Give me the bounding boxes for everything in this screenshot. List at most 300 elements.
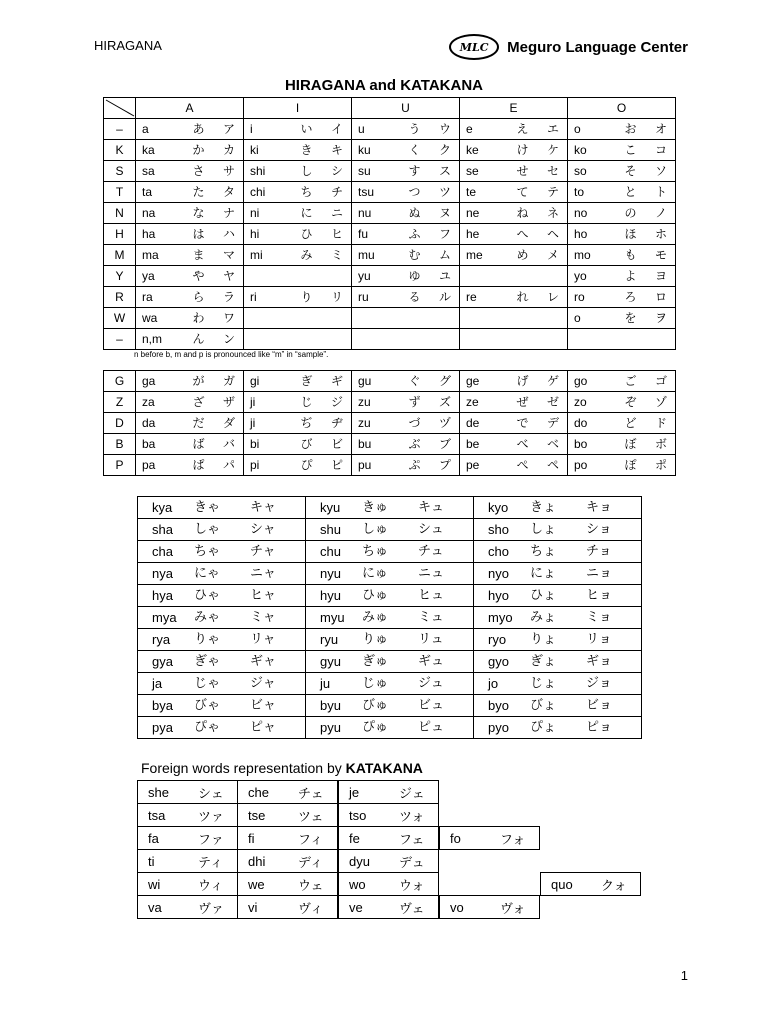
foreign-word-cell xyxy=(137,872,238,896)
youon-row xyxy=(138,651,642,673)
romaji: za xyxy=(142,395,155,409)
youon-row xyxy=(138,519,642,541)
youon-cell xyxy=(138,629,306,651)
romaji: va xyxy=(148,899,162,915)
kana-cell xyxy=(568,287,676,308)
foreign-word-cell xyxy=(338,849,439,873)
kana-cell xyxy=(460,266,568,287)
kana-cell-content xyxy=(352,308,459,328)
kana-cell-content xyxy=(352,371,459,391)
romaji: pyo xyxy=(488,720,509,735)
kana-cell-content xyxy=(136,329,243,349)
foreign-word-cell xyxy=(137,826,238,850)
row-header: P xyxy=(104,455,136,476)
hiragana: び xyxy=(300,437,313,451)
katakana: ブ xyxy=(438,437,451,451)
romaji: ji xyxy=(250,416,256,430)
romaji: ku xyxy=(358,143,371,157)
hiragana: も xyxy=(624,248,637,262)
romaji: ko xyxy=(574,143,587,157)
hiragana: は xyxy=(192,227,205,241)
hiragana: りゃ xyxy=(194,632,221,647)
hiragana: りょ xyxy=(530,632,557,647)
romaji: ga xyxy=(142,374,156,388)
katakana: ジョ xyxy=(586,676,612,691)
hiragana: きゅ xyxy=(362,500,389,515)
romaji: sa xyxy=(142,164,155,178)
kana-cell-content xyxy=(568,224,675,244)
katakana: チョ xyxy=(586,544,612,559)
youon-cell xyxy=(138,497,306,519)
kana-cell xyxy=(244,245,352,266)
kana-cell xyxy=(352,434,460,455)
romaji: se xyxy=(466,164,479,178)
romaji: a xyxy=(142,122,149,136)
hiragana: せ xyxy=(516,164,529,178)
romaji: ra xyxy=(142,290,153,304)
katakana: ヴェ xyxy=(399,901,425,917)
katakana: ギョ xyxy=(586,654,613,669)
katakana: ウォ xyxy=(399,878,425,894)
katakana: キ xyxy=(330,143,343,157)
kana-cell xyxy=(568,266,676,287)
hiragana: で xyxy=(516,416,529,430)
kana-cell xyxy=(136,434,244,455)
kana-cell-content xyxy=(244,161,351,181)
kana-cell-content xyxy=(460,287,567,307)
youon-cell-content xyxy=(306,607,473,628)
katakana: チ xyxy=(330,185,343,199)
kana-cell xyxy=(244,434,352,455)
row-header: M xyxy=(104,245,136,266)
hiragana: う xyxy=(408,122,421,136)
hiragana: にゅ xyxy=(362,566,388,581)
kana-cell xyxy=(352,224,460,245)
romaji: re xyxy=(466,290,477,304)
gojuon-table xyxy=(103,97,676,350)
gojuon-row xyxy=(104,224,676,245)
kana-cell xyxy=(352,371,460,392)
hiragana: ご xyxy=(624,374,637,388)
youon-cell xyxy=(306,651,474,673)
katakana: ム xyxy=(438,248,451,262)
voiced-row xyxy=(104,371,676,392)
katakana: ツェ xyxy=(298,809,324,825)
hiragana: た xyxy=(192,185,205,199)
youon-cell-content xyxy=(474,563,641,584)
foreign-title-bold: KATAKANA xyxy=(345,760,423,776)
kana-cell-content xyxy=(244,434,351,454)
kana-cell-content xyxy=(568,203,675,223)
voiced-row xyxy=(104,413,676,434)
hiragana: しゅ xyxy=(362,522,389,537)
romaji: fi xyxy=(248,830,255,846)
youon-cell-content xyxy=(138,541,305,562)
katakana: チャ xyxy=(250,544,276,559)
youon-row xyxy=(138,695,642,717)
katakana: ヒャ xyxy=(250,588,277,603)
hiragana: ぎ xyxy=(300,374,313,388)
katakana: ファ xyxy=(198,832,224,848)
youon-cell xyxy=(138,541,306,563)
katakana: ウェ xyxy=(298,878,324,894)
katakana: ゴ xyxy=(654,374,667,388)
hiragana: づ xyxy=(408,416,421,430)
kana-cell xyxy=(352,287,460,308)
romaji: fa xyxy=(148,830,159,846)
katakana: ク xyxy=(438,143,451,157)
hiragana: す xyxy=(408,164,421,178)
gojuon-row xyxy=(104,203,676,224)
kana-cell xyxy=(568,224,676,245)
katakana: ヴァ xyxy=(198,901,224,917)
youon-cell-content xyxy=(138,585,305,606)
kana-cell xyxy=(460,434,568,455)
katakana: パ xyxy=(222,458,235,472)
kana-cell-content xyxy=(136,182,243,202)
romaji: ta xyxy=(142,185,153,199)
romaji: n,m xyxy=(142,332,163,346)
romaji: zo xyxy=(574,395,587,409)
romaji: kyo xyxy=(488,500,509,515)
hiragana: え xyxy=(516,122,529,136)
kana-cell-content xyxy=(352,182,459,202)
youon-cell-content xyxy=(474,497,641,518)
hiragana: きゃ xyxy=(194,500,221,515)
kana-cell xyxy=(460,203,568,224)
kana-cell-content xyxy=(352,392,459,412)
page-number: 1 xyxy=(680,968,688,983)
hiragana: ちゅ xyxy=(362,544,389,559)
romaji: gyo xyxy=(488,654,509,669)
kana-cell-content xyxy=(136,266,243,286)
romaji: cha xyxy=(152,544,173,559)
katakana: ジ xyxy=(330,395,343,409)
katakana: シェ xyxy=(198,786,224,802)
youon-cell-content xyxy=(306,695,473,716)
hiragana: ぶ xyxy=(408,437,421,451)
kana-cell-content xyxy=(460,161,567,181)
katakana: ズ xyxy=(438,395,451,409)
youon-cell xyxy=(138,651,306,673)
youon-cell xyxy=(306,563,474,585)
romaji: ryu xyxy=(320,632,339,647)
kana-cell-content xyxy=(352,203,459,223)
katakana: キョ xyxy=(586,500,613,515)
romaji: hyu xyxy=(320,588,341,603)
romaji: nu xyxy=(358,206,372,220)
kana-cell-content xyxy=(136,434,243,454)
kana-cell xyxy=(244,203,352,224)
katakana: ホ xyxy=(654,227,667,241)
katakana: ペ xyxy=(546,458,559,472)
hiragana: わ xyxy=(192,311,205,325)
katakana: フ xyxy=(438,227,451,241)
kana-cell xyxy=(460,413,568,434)
kana-cell-content xyxy=(136,413,243,433)
youon-cell xyxy=(306,607,474,629)
katakana: ビュ xyxy=(418,698,445,713)
foreign-word-cell xyxy=(137,803,238,827)
youon-cell xyxy=(306,717,474,739)
kana-cell-content xyxy=(244,245,351,265)
romaji: vi xyxy=(248,899,258,915)
column-header-e: E xyxy=(460,98,568,119)
romaji: i xyxy=(250,122,253,136)
row-header: Z xyxy=(104,392,136,413)
katakana: ワ xyxy=(222,311,235,325)
youon-cell-content xyxy=(474,541,641,562)
kana-cell xyxy=(460,308,568,329)
romaji: wo xyxy=(349,876,366,892)
kana-cell-content xyxy=(244,392,351,412)
katakana: チュ xyxy=(418,544,444,559)
youon-cell-content xyxy=(306,563,473,584)
romaji: pi xyxy=(250,458,260,472)
youon-cell xyxy=(138,563,306,585)
hiragana: ま xyxy=(192,248,205,262)
foreign-word-cell xyxy=(237,895,338,919)
romaji: o xyxy=(574,311,581,325)
katakana: ネ xyxy=(546,206,559,220)
katakana: ヅ xyxy=(438,416,451,430)
romaji: mu xyxy=(358,248,375,262)
kana-cell-content xyxy=(460,182,567,202)
youon-cell xyxy=(138,695,306,717)
kana-cell xyxy=(136,287,244,308)
row-header: – xyxy=(104,329,136,350)
kana-cell xyxy=(568,203,676,224)
katakana: シャ xyxy=(250,522,276,537)
kana-cell xyxy=(460,182,568,203)
youon-cell xyxy=(474,519,642,541)
hiragana: ゆ xyxy=(408,269,421,283)
youon-cell-content xyxy=(138,673,305,694)
kana-cell xyxy=(568,329,676,350)
column-header-row xyxy=(104,98,676,119)
romaji: no xyxy=(574,206,588,220)
youon-cell xyxy=(306,519,474,541)
youon-row xyxy=(138,629,642,651)
gojuon-row xyxy=(104,182,676,203)
kana-cell-content xyxy=(244,266,351,286)
hiragana: と xyxy=(624,185,637,199)
hiragana: が xyxy=(192,374,205,388)
katakana: ティ xyxy=(198,855,223,871)
column-header-i: I xyxy=(244,98,352,119)
hiragana: ぱ xyxy=(192,458,205,472)
youon-cell-content xyxy=(138,695,305,716)
kana-cell xyxy=(136,371,244,392)
katakana: デュ xyxy=(399,855,425,871)
youon-cell-content xyxy=(474,607,641,628)
katakana: ラ xyxy=(222,290,235,304)
kana-cell xyxy=(136,329,244,350)
youon-cell xyxy=(306,497,474,519)
hiragana: びょ xyxy=(530,698,557,713)
kana-cell-content xyxy=(352,245,459,265)
romaji: ki xyxy=(250,143,259,157)
youon-cell-content xyxy=(474,717,641,738)
kana-cell xyxy=(568,161,676,182)
youon-cell-content xyxy=(138,519,305,540)
romaji: bya xyxy=(152,698,173,713)
kana-cell xyxy=(568,413,676,434)
kana-cell-content xyxy=(136,119,243,139)
kana-cell-content xyxy=(568,287,675,307)
kana-cell xyxy=(568,182,676,203)
romaji: ze xyxy=(466,395,479,409)
foreign-word-cell xyxy=(237,826,338,850)
romaji: ba xyxy=(142,437,156,451)
hiragana: だ xyxy=(192,416,205,430)
romaji: pe xyxy=(466,458,480,472)
hiragana: ざ xyxy=(192,395,205,409)
kana-cell-content xyxy=(568,329,675,349)
kana-cell xyxy=(136,224,244,245)
katakana: ユ xyxy=(438,269,451,283)
kana-cell-content xyxy=(568,308,675,328)
romaji: fe xyxy=(349,830,360,846)
youon-cell-content xyxy=(474,651,641,672)
gojuon-row xyxy=(104,266,676,287)
kana-cell-content xyxy=(244,182,351,202)
kana-cell-content xyxy=(136,308,243,328)
hiragana: て xyxy=(516,185,529,199)
column-header-a: A xyxy=(136,98,244,119)
kana-cell xyxy=(568,245,676,266)
foreign-word-cell xyxy=(137,780,238,804)
romaji: gi xyxy=(250,374,260,388)
hiragana: ぜ xyxy=(516,395,529,409)
hiragana: あ xyxy=(192,122,205,136)
romaji: je xyxy=(349,784,360,800)
youon-cell-content xyxy=(474,695,641,716)
katakana: ダ xyxy=(222,416,235,430)
kana-cell xyxy=(568,119,676,140)
kana-cell xyxy=(568,308,676,329)
row-header: S xyxy=(104,161,136,182)
row-header: W xyxy=(104,308,136,329)
katakana: ジュ xyxy=(418,676,444,691)
hiragana: ぴ xyxy=(300,458,313,472)
katakana: セ xyxy=(546,164,559,178)
romaji: ji xyxy=(250,395,256,409)
hiragana: れ xyxy=(516,290,529,304)
foreign-word-cell xyxy=(338,803,439,827)
kana-cell xyxy=(352,392,460,413)
kana-cell-content xyxy=(244,329,351,349)
katakana: ヴィ xyxy=(298,901,324,917)
youon-cell xyxy=(138,607,306,629)
youon-cell-content xyxy=(138,651,305,672)
hiragana: か xyxy=(192,143,205,157)
foreign-title-prefix: Foreign words representation by xyxy=(141,760,346,776)
column-header-u: U xyxy=(352,98,460,119)
katakana: ベ xyxy=(546,437,559,451)
romaji: nya xyxy=(152,566,173,581)
romaji: ru xyxy=(358,290,369,304)
hiragana: ず xyxy=(408,395,421,409)
romaji: u xyxy=(358,122,365,136)
romaji: pa xyxy=(142,458,156,472)
row-header: T xyxy=(104,182,136,203)
romaji: wi xyxy=(148,876,161,892)
romaji: gyu xyxy=(320,654,341,669)
katakana: ギ xyxy=(330,374,343,388)
youon-row xyxy=(138,497,642,519)
hiragana: よ xyxy=(624,269,637,283)
hiragana: ぼ xyxy=(624,437,637,451)
diagonal-slash-icon xyxy=(104,98,136,118)
katakana: ヴォ xyxy=(500,901,526,917)
katakana: レ xyxy=(546,290,559,304)
kana-cell xyxy=(244,329,352,350)
hiragana: ん xyxy=(192,332,205,346)
romaji: do xyxy=(574,416,588,430)
romaji: te xyxy=(466,185,477,199)
katakana: ディ xyxy=(298,855,323,871)
kana-cell-content xyxy=(460,434,567,454)
youon-cell-content xyxy=(306,519,473,540)
kana-cell xyxy=(460,455,568,476)
hiragana: ち xyxy=(300,185,313,199)
youon-cell xyxy=(138,717,306,739)
youon-cell-content xyxy=(306,541,473,562)
foreign-word-cell xyxy=(237,872,338,896)
kana-cell xyxy=(244,266,352,287)
katakana: タ xyxy=(222,185,235,199)
romaji: so xyxy=(574,164,587,178)
katakana: ン xyxy=(222,332,235,346)
romaji: ti xyxy=(148,853,155,869)
romaji: wa xyxy=(142,311,158,325)
katakana: ア xyxy=(222,122,235,136)
youon-cell-content xyxy=(474,585,641,606)
gojuon-row xyxy=(104,245,676,266)
romaji: hyo xyxy=(488,588,509,603)
hiragana: そ xyxy=(624,164,637,178)
youon-cell xyxy=(474,497,642,519)
hiragana: ひ xyxy=(300,227,313,241)
hiragana: み xyxy=(300,248,313,262)
romaji: ke xyxy=(466,143,479,157)
foreign-word-cell xyxy=(338,826,439,850)
katakana: ビャ xyxy=(250,698,277,713)
youon-cell xyxy=(474,717,642,739)
romaji: she xyxy=(148,784,169,800)
youon-cell-content xyxy=(474,519,641,540)
kana-cell xyxy=(460,224,568,245)
foreign-word-cell xyxy=(338,872,439,896)
katakana: ピャ xyxy=(250,720,277,735)
kana-cell-content xyxy=(568,140,675,160)
romaji: dhi xyxy=(248,853,266,869)
hiragana: にょ xyxy=(530,566,556,581)
voiced-row xyxy=(104,434,676,455)
kana-cell-content xyxy=(460,413,567,433)
youon-cell xyxy=(474,651,642,673)
romaji: chi xyxy=(250,185,266,199)
katakana: フィ xyxy=(298,832,323,848)
kana-cell-content xyxy=(352,119,459,139)
kana-cell xyxy=(136,119,244,140)
hiragana: じょ xyxy=(530,676,557,691)
katakana: マ xyxy=(222,248,235,262)
kana-cell-content xyxy=(136,455,243,475)
katakana: ヘ xyxy=(546,227,559,241)
romaji: shu xyxy=(320,522,341,537)
